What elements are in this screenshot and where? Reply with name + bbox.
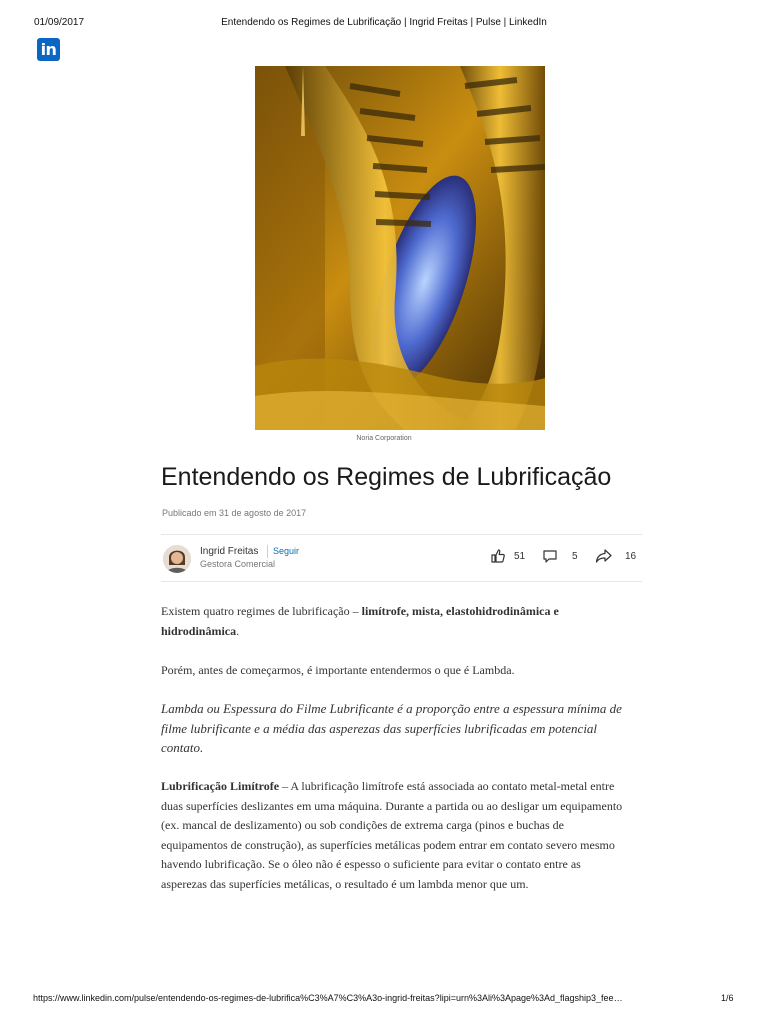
intro-text: Existem quatro regimes de lubrificação –	[161, 604, 362, 618]
intro-end: .	[236, 623, 240, 638]
like-button[interactable]	[490, 548, 530, 566]
divider	[267, 545, 268, 558]
article-title: Entendendo os Regimes de Lubrificação	[161, 463, 612, 491]
avatar[interactable]	[163, 545, 191, 573]
print-footer	[0, 993, 768, 1007]
follow-button[interactable]: Seguir	[273, 546, 300, 556]
paragraph-lambda-intro: Porém, antes de começarmos, é importante entendermos o que é Lambda.	[161, 663, 515, 677]
thumbs-up-icon	[490, 548, 506, 564]
linkedin-logo-text: in	[40, 40, 57, 59]
publish-date: Publicado em 31 de agosto de 2017	[162, 508, 307, 518]
like-count: 51	[514, 551, 526, 562]
print-url: https://www.linkedin.com/pulse/entendendo-os-regimes-de-lubrifica%C3%A7%C3%A3o-ingrid-freitas?lipi=urn%3Ali%3Apage%3Ad_flagship3_fee…	[33, 993, 623, 1003]
avatar-photo-icon	[163, 545, 191, 573]
paragraph-boundary-lubrication	[161, 777, 623, 895]
print-page-title: Entendendo os Regimes de Lubrificação | Ingrid Freitas | Pulse | LinkedIn	[221, 17, 547, 28]
hero-image	[255, 66, 545, 430]
boundary-heading: Lubrificação Limítrofe	[161, 779, 280, 793]
print-page-number: 1/6	[721, 993, 734, 1003]
share-button[interactable]	[595, 548, 641, 566]
author-role: Gestora Comercial	[200, 559, 276, 569]
share-arrow-icon	[595, 548, 613, 564]
regimes-list: limítrofe, mista, elastohidrodinâmica e hidrodinâmica	[161, 604, 559, 638]
image-caption: Noria Corporation	[356, 435, 412, 442]
paragraph-lambda-definition: Lambda ou Espessura do Filme Lubrificante é a proporção entre a espessura mínima de filme lubrificante e a média das asperezas das superfícies lubrificadas em potencial contato.	[161, 701, 622, 755]
print-date: 01/09/2017	[34, 17, 85, 28]
share-count: 16	[625, 551, 637, 562]
print-header	[0, 14, 768, 30]
oil-gears-photo	[255, 66, 545, 430]
paragraph-intro	[161, 602, 623, 641]
comment-button[interactable]	[542, 548, 582, 566]
comment-count: 5	[572, 551, 578, 562]
author-bar	[161, 534, 642, 582]
comment-bubble-icon	[542, 548, 558, 564]
boundary-text: – A lubrificação limítrofe está associada ao contato metal-metal entre duas superfícies deslizantes em uma máquina. Durante a partida ou ao desligar um equipamento (ex. mancal de deslizamento) ou sob condições de extrema carga (pinos e buchas de equipamentos de construção), as superfícies metálicas podem entrar em contato severo mesmo havendo lubrificação. Se o óleo não é espesso o suficiente para evitar o contato entre as asperezas das superfícies metálicas, o resultado é um lambda menor que um.	[161, 779, 623, 891]
linkedin-logo-icon[interactable]	[37, 38, 60, 61]
author-name[interactable]: Ingrid Freitas	[200, 546, 259, 557]
